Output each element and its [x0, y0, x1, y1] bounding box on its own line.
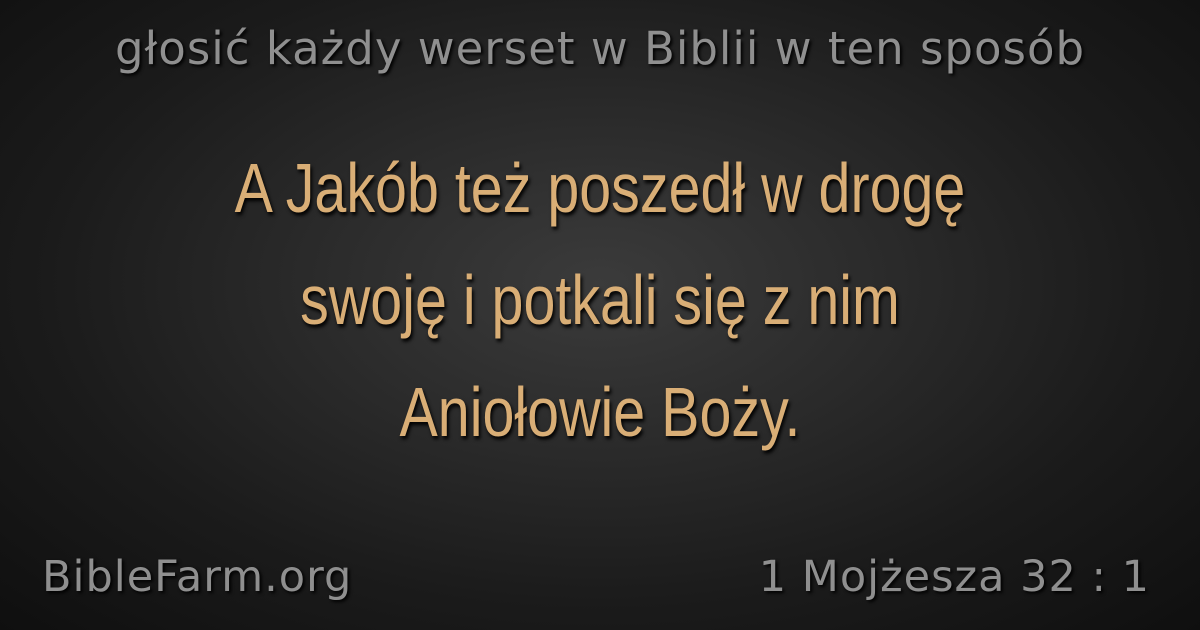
site-name: BibleFarm.org: [42, 552, 353, 602]
verse-text: [157, 132, 1043, 468]
tagline: głosić każdy werset w Biblii w ten sposób: [114, 22, 1086, 75]
verse-line: swoję i potkali się z nim: [300, 261, 900, 339]
verse-line: Aniołowie Boży.: [399, 373, 801, 451]
verse-line: A Jakób też poszedł w drogę: [234, 149, 966, 227]
verse-reference: 1 Mojżesza 32 : 1: [758, 552, 1150, 602]
